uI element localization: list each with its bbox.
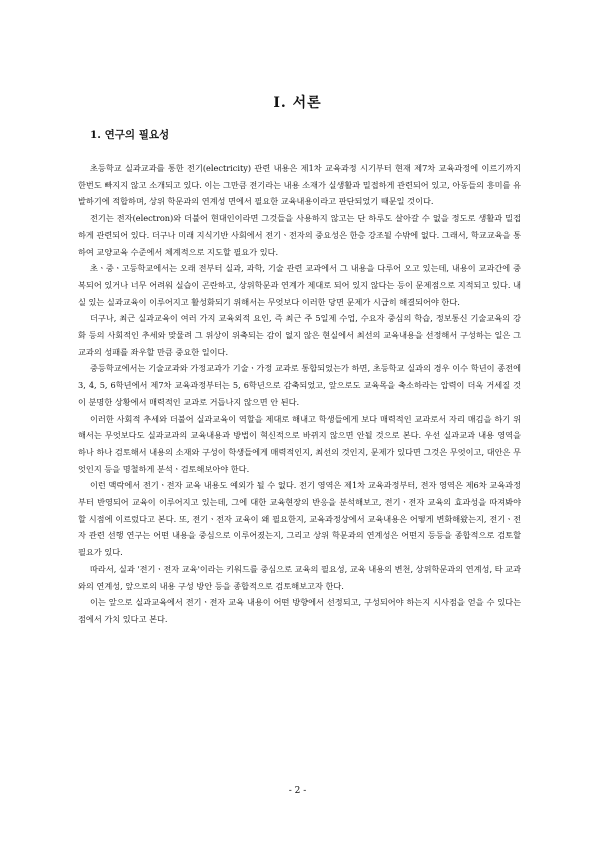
paragraph: 초ㆍ중ㆍ고등학교에서는 오래 전부터 실과, 과학, 기술 관련 교과에서 그 내용을 다루어 오고 있는데, 내용이 교과간에 중복되어 있거나 너무 어려워 실습이 곤란하고, 상위학문과 연계가 제대로 되어 있지 않다는 등이 문제점으로 지적되고 있다. 내실 있는 실과교육이 이루어지고 활성화되기 위해서는 무엇보다 이러한 당면 문제가 시급히 해결되어야 한다. xyxy=(78,263,521,307)
page-number: - 2 - xyxy=(288,786,307,796)
section-title: 1. 연구의 필요성 xyxy=(90,129,170,141)
page-title: Ⅰ. 서론 xyxy=(273,95,322,111)
paragraph: 전기는 전자(electron)와 더불어 현대인이라면 그것들을 사용하지 않고는 단 하루도 살아갈 수 없을 정도로 생활과 밀접하게 관련되어 있다. 더구나 미래 지식기반 사회에서 전기ㆍ전자의 중요성은 한층 강조될 수밖에 없다. 그래서, 학교교육을 통하여 교양교육 수준에서 체계적으로 지도할 필요가 있다. xyxy=(78,213,521,257)
paragraph: 이런 맥락에서 전기ㆍ전자 교육 내용도 예외가 될 수 없다. 전기 영역은 제1차 교육과정부터, 전자 영역은 제6차 교육과정부터 반영되어 교육이 이루어지고 있는데, 그에 대한 교육현장의 반응을 분석해보고, 전기ㆍ전자 교육의 효과성을 따져봐야 할 시점에 이르렀다고 본다. 또, 전기ㆍ전자 교육이 왜 필요한지, 교육과정상에서 교육내용은 어떻게 변화해왔는지, 전기ㆍ전자 관련 선행 연구는 어떤 내용을 중심으로 이루어졌는지, 그리고 상위 학문과의 연계성은 어떤지 등등을 종합적으로 검토할 필요가 있다. xyxy=(78,480,521,558)
paragraph: 중등학교에서는 기술교과와 가정교과가 기술ㆍ가정 교과로 통합되었는가 하면, 초등학교 실과의 경우 이수 학년이 종전에 3, 4, 5, 6학년에서 제7차 교육과정부터는 5, 6학년으로 감축되었고, 앞으로도 교육목을 축소하라는 압력이 더욱 거세질 것이 분명한 상황에서 매력적인 교과로 거듭나지 않으면 안 된다. xyxy=(78,363,521,407)
paragraph: 초등학교 실과교과를 통한 전기(electricity) 관련 내용은 제1차 교육과정 시기부터 현재 제7차 교육과정에 이르기까지 한번도 빠지지 않고 소개되고 있다. 이는 그만큼 전기라는 내용 소재가 실생활과 밀접하게 관련되어 있고, 아동들의 흥미를 유발하기에 적합하며, 상위 학문과의 연계성 면에서 필요한 교육내용이라고 판단되었기 때문일 것이다. xyxy=(78,163,521,207)
body-text xyxy=(78,160,521,628)
paragraph: 더구나, 최근 실과교육이 여러 가지 교육외적 요인, 즉 최근 주 5일제 수업, 수요자 중심의 학습, 정보통신 기술교육의 강화 등의 사회적인 추세와 맞물려 그 위상이 위축되는 감이 없지 않은 현실에서 최선의 교육내용을 선정해서 구성하는 일은 그 교과의 성패를 좌우할 만큼 중요한 일이다. xyxy=(78,313,521,357)
paragraph: 따라서, 실과 '전기ㆍ전자 교육'이라는 키워드를 중심으로 교육의 필요성, 교육 내용의 변천, 상위학문과의 연계성, 타 교과와의 연계성, 앞으로의 내용 구성 방안 등을 종합적으로 검토해보고자 한다. xyxy=(78,563,521,591)
paragraph: 이러한 사회적 추세와 더불어 실과교육이 역할을 제대로 해내고 학생들에게 보다 매력적인 교과로서 자리 매김을 하기 위해서는 무엇보다도 실과교과의 교육내용과 방법이 혁신적으로 바뀌지 않으면 안될 것으로 본다. 우선 실과교과 내용 영역을 하나 하나 검토해서 내용의 소재와 구성이 학생들에게 매력적인지, 최선의 것인지, 문제가 있다면 그것은 무엇이고, 대안은 무엇인지 등을 명철하게 분석ㆍ검토해보아야 한다. xyxy=(78,413,521,474)
paragraph: 이는 앞으로 실과교육에서 전기ㆍ전자 교육 내용이 어떤 방향에서 선정되고, 구성되어야 하는지 시사점을 얻을 수 있다는 점에서 가치 있다고 본다. xyxy=(78,597,521,624)
